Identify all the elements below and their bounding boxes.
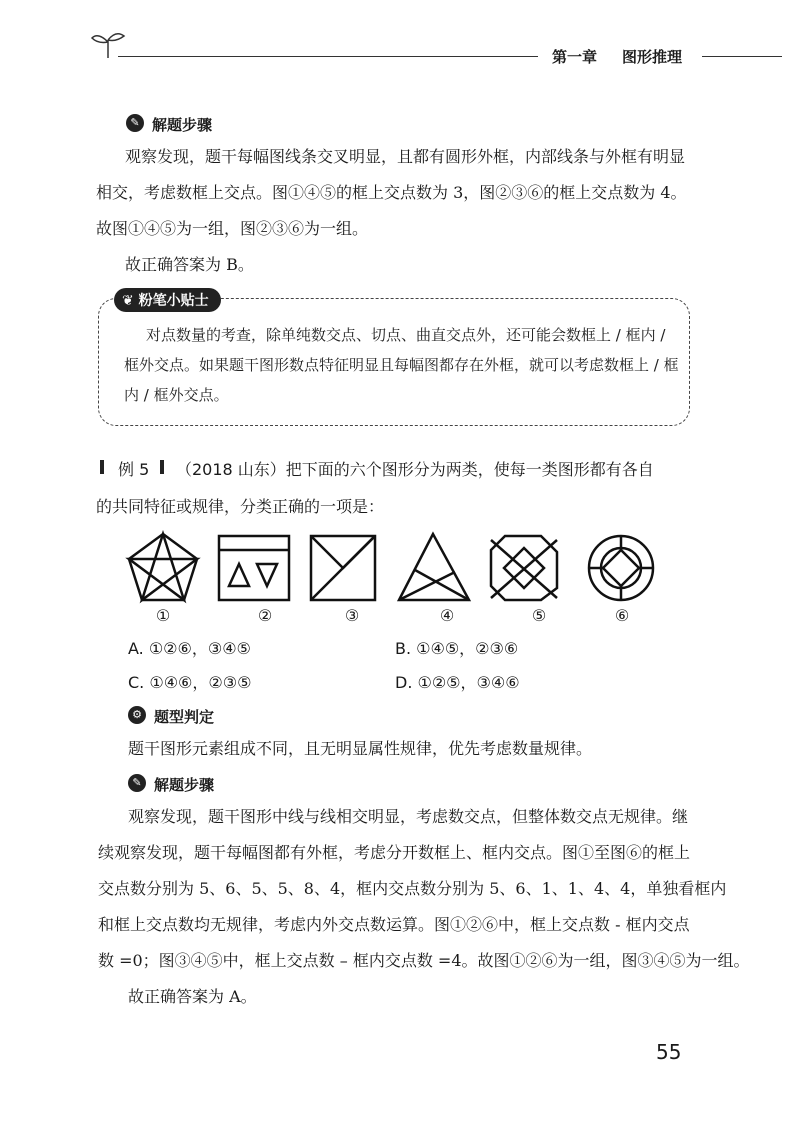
section1-line-4: 故正确答案为 B。 [125, 255, 254, 274]
section1-line-1: 观察发现，题干每幅图线条交叉明显，且都有圆形外框，内部线条与外框有明显 [125, 147, 686, 166]
tip-line-1: 对点数量的考查，除单纯数交点、切点、曲直交点外，还可能会数框上 / 框内 / [146, 326, 666, 344]
example-line-1: （2018 山东）把下面的六个图形分为两类，使每一类图形都有各自 [176, 460, 654, 479]
tip-label-text: 粉笔小贴士 [138, 293, 209, 309]
example-line-2: 的共同特征或规律，分类正确的一项是： [96, 497, 385, 516]
figure-1-pentagon-star [129, 534, 197, 600]
figure-row [125, 528, 680, 608]
figure-label-6: ⑥ [614, 606, 630, 625]
figure-label-2: ② [257, 606, 273, 625]
tip-line-2: 框外交点。如果题干图形数点特征明显且每幅图都存在外框，就可以考虑数框上 / 框 [124, 356, 679, 374]
figure-label-1: ① [155, 606, 171, 625]
section1-line-2: 相交，考虑数框上交点。图①④⑤的框上交点数为 3，图②③⑥的框上交点数为 4。 [96, 183, 687, 202]
header-chapter: 第一章 [552, 48, 598, 66]
figure-6-circle-diamond [589, 536, 653, 600]
example-label: 例 5 [118, 460, 150, 479]
figure-label-4: ④ [439, 606, 455, 625]
figure-2-rect-triangles [219, 536, 289, 600]
tip-label [114, 288, 221, 312]
type-judge-icon: ⚙ [128, 706, 146, 724]
figure-4-triangle [399, 534, 469, 600]
section2-text: 题干图形元素组成不同，且无明显属性规律，优先考虑数量规律。 [128, 739, 593, 758]
header-rule-left [118, 56, 538, 57]
section3-line-3: 交点数分别为 5、6、5、5、8、4，框内交点数分别为 5、6、1、1、4、4，单独看框内 [98, 879, 727, 898]
tip-line-3: 内 / 框外交点。 [124, 386, 229, 404]
section3-line-2: 续观察发现，题干每幅图都有外框，考虑分开数框上、框内交点。图①至图⑥的框上 [98, 843, 691, 862]
header-rule-right [702, 56, 782, 57]
section2-heading: 题型判定 [154, 708, 215, 726]
option-c: C. ①④⑥，②③⑤ [128, 673, 252, 692]
figure-5-octagon-x [491, 536, 557, 600]
example-marker-right [160, 460, 164, 474]
header-title: 图形推理 [622, 48, 683, 66]
section3-heading: 解题步骤 [154, 776, 215, 794]
section3-line-5: 数 =0；图③④⑤中，框上交点数 – 框内交点数 =4。故图①②⑥为一组，图③④⑤为一组。 [98, 951, 750, 970]
page-number: 55 [656, 1040, 682, 1064]
steps-icon-2: ✎ [128, 774, 146, 792]
option-d: D. ①②⑤，③④⑥ [395, 673, 520, 692]
tip-sprout-icon: ❦ [122, 293, 139, 309]
figure-3-square-v [311, 536, 375, 600]
section1-line-3: 故图①④⑤为一组，图②③⑥为一组。 [96, 219, 369, 238]
section3-line-6: 故正确答案为 A。 [128, 987, 257, 1006]
section1-heading: 解题步骤 [152, 116, 213, 134]
example-marker-left [100, 460, 104, 474]
option-a: A. ①②⑥，③④⑤ [128, 639, 251, 658]
tip-text [124, 320, 679, 410]
steps-icon: ✎ [126, 114, 144, 132]
figure-label-3: ③ [344, 606, 360, 625]
option-b: B. ①④⑤，②③⑥ [395, 639, 519, 658]
section3-line-1: 观察发现，题干图形中线与线相交明显，考虑数交点，但整体数交点无规律。继 [128, 807, 689, 826]
section3-line-4: 和框上交点数均无规律，考虑内外交点数运算。图①②⑥中，框上交点数 - 框内交点 [98, 915, 690, 934]
figure-label-5: ⑤ [531, 606, 547, 625]
